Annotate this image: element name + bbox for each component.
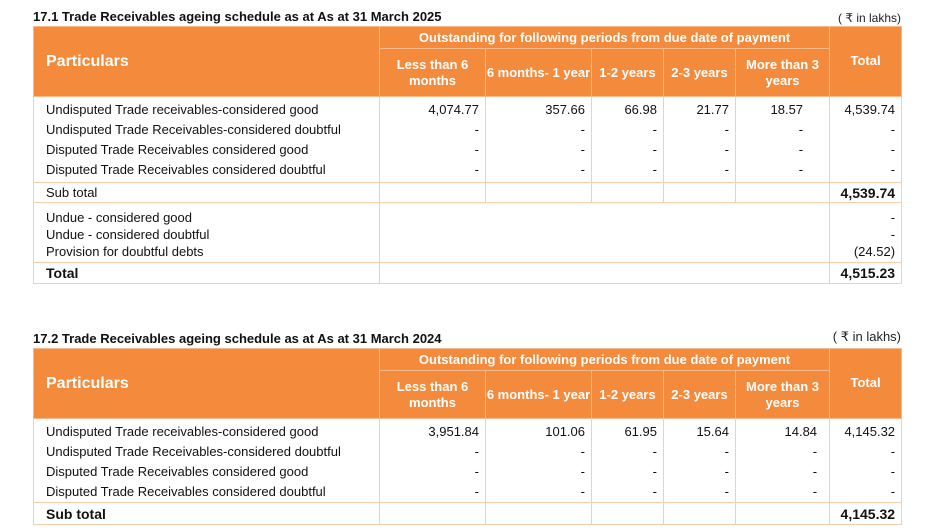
header-2-3-years: 2-3 years	[664, 371, 736, 419]
cell-value: -	[724, 484, 729, 499]
section-2024	[33, 320, 901, 530]
subtotal-value: 4,145.32	[830, 503, 902, 525]
ageing-table-2025	[33, 26, 902, 284]
cell-value: -	[890, 210, 896, 225]
row-label: Undisputed Trade receivables-considered good	[46, 102, 319, 117]
cell-value: -	[724, 142, 729, 157]
cell-value: (24.52)	[853, 244, 896, 259]
cell-value: -	[580, 162, 585, 177]
cell-value: 66.98	[624, 102, 657, 117]
cell-value: -	[798, 122, 804, 137]
cell-value: -	[798, 162, 804, 177]
header-total: Total	[830, 27, 902, 97]
subtotal-row	[34, 183, 902, 203]
header-2-3-years: 2-3 years	[664, 49, 736, 97]
cell-value: -	[890, 142, 896, 157]
row-label: Undisputed Trade receivables-considered good	[46, 424, 319, 439]
cell-value: 4,145.32	[844, 424, 896, 439]
subtotal-label: Sub total	[34, 503, 380, 525]
cell-value: 15.64	[696, 424, 729, 439]
header-1-2-years: 1-2 years	[592, 49, 664, 97]
unit-label: ( ₹ in lakhs)	[838, 11, 901, 25]
row-label: Disputed Trade Receivables considered good	[46, 464, 309, 479]
header-less-than-6-months: Less than 6 months	[380, 371, 486, 419]
unit-label: ( ₹ in lakhs)	[832, 329, 901, 344]
cell-value: 4,539.74	[844, 102, 896, 117]
cell-value: -	[890, 122, 896, 137]
cell-value: -	[652, 142, 657, 157]
subtotal-row	[34, 503, 902, 525]
subtotal-label: Sub total	[34, 183, 380, 203]
cell-value: -	[890, 464, 896, 479]
cell-value: -	[652, 444, 657, 459]
row-label: Disputed Trade Receivables considered good	[46, 142, 309, 157]
cell-value: -	[890, 444, 896, 459]
cell-value: -	[812, 484, 818, 499]
cell-value: -	[652, 162, 657, 177]
row-label: Disputed Trade Receivables considered doubtful	[46, 162, 326, 177]
cell-value: -	[580, 142, 585, 157]
cell-value: -	[580, 444, 585, 459]
cell-value: 101.06	[545, 424, 585, 439]
section-title: 17.1 Trade Receivables ageing schedule as at As at 31 March 2025	[33, 9, 442, 24]
cell-value: 18.57	[770, 102, 804, 117]
header-outstanding: Outstanding for following periods from due date of payment	[380, 349, 830, 371]
other-items-block	[34, 203, 902, 263]
section-2025	[33, 0, 901, 290]
total-row	[34, 263, 902, 284]
total-label: Total	[34, 263, 380, 284]
cell-value: -	[890, 227, 896, 242]
cell-value: -	[652, 484, 657, 499]
cell-value: 21.77	[696, 102, 729, 117]
header-more-than-3-years: More than 3 years	[736, 371, 830, 419]
header-less-than-6-months: Less than 6 months	[380, 49, 486, 97]
cell-value: 61.95	[624, 424, 657, 439]
cell-value: -	[724, 444, 729, 459]
row-label: Undisputed Trade Receivables-considered doubtful	[46, 122, 341, 137]
cell-value: -	[474, 122, 479, 137]
cell-value: -	[812, 444, 818, 459]
header-6-months-1-year: 6 months- 1 year	[486, 371, 592, 419]
section-title: 17.2 Trade Receivables ageing schedule as at As at 31 March 2024	[33, 331, 442, 346]
cell-value: -	[474, 444, 479, 459]
ageing-table-2024	[33, 348, 902, 525]
subtotal-value: 4,539.74	[830, 183, 902, 203]
header-total: Total	[830, 349, 902, 419]
cell-value: -	[474, 484, 479, 499]
cell-value: -	[474, 464, 479, 479]
cell-value: -	[580, 464, 585, 479]
row-label: Provision for doubtful debts	[46, 244, 204, 259]
cell-value: -	[724, 162, 729, 177]
header-1-2-years: 1-2 years	[592, 371, 664, 419]
detail-block	[34, 97, 902, 183]
cell-value: 14.84	[784, 424, 818, 439]
cell-value: -	[724, 464, 729, 479]
header-particulars: Particulars	[34, 349, 380, 419]
row-label: Undisputed Trade Receivables-considered doubtful	[46, 444, 341, 459]
cell-value: 4,074.77	[428, 102, 479, 117]
cell-value: -	[652, 464, 657, 479]
cell-value: -	[724, 122, 729, 137]
row-label: Undue - considered good	[46, 210, 192, 225]
cell-value: -	[890, 484, 896, 499]
cell-value: -	[652, 122, 657, 137]
cell-value: -	[890, 162, 896, 177]
cell-value: 3,951.84	[428, 424, 479, 439]
cell-value: -	[812, 464, 818, 479]
header-more-than-3-years: More than 3 years	[736, 49, 830, 97]
cell-value: -	[580, 122, 585, 137]
header-particulars: Particulars	[34, 27, 380, 97]
total-value: 4,515.23	[830, 263, 902, 284]
row-label: Undue - considered doubtful	[46, 227, 210, 242]
cell-value: -	[474, 142, 479, 157]
cell-value: -	[580, 484, 585, 499]
cell-value: -	[474, 162, 479, 177]
row-label: Disputed Trade Receivables considered doubtful	[46, 484, 326, 499]
header-6-months-1-year: 6 months- 1 year	[486, 49, 592, 97]
detail-block	[34, 419, 902, 503]
cell-value: -	[798, 142, 804, 157]
header-outstanding: Outstanding for following periods from due date of payment	[380, 27, 830, 49]
cell-value: 357.66	[545, 102, 585, 117]
